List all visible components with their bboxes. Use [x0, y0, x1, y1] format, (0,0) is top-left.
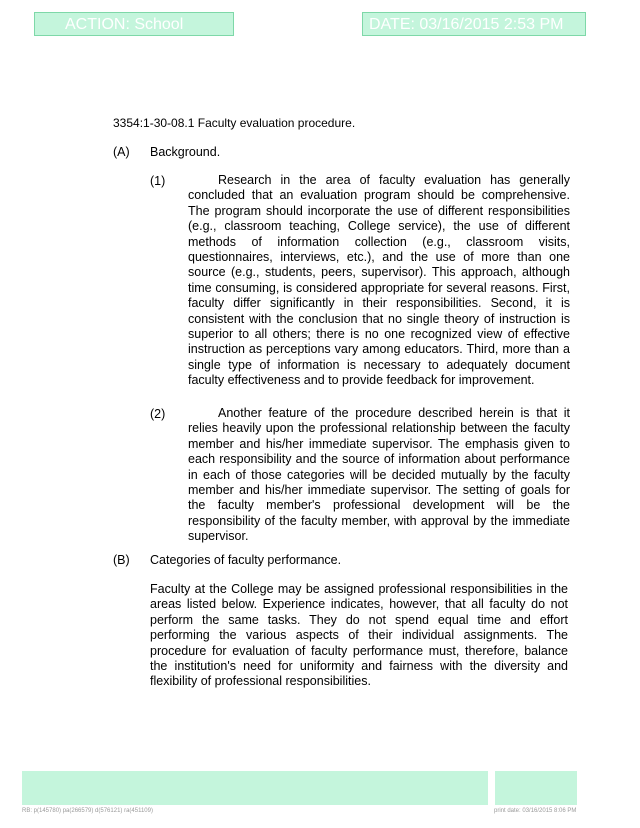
- action-stamp: ACTION: School: [34, 12, 234, 36]
- footer-stamp-left: [22, 771, 488, 805]
- item-1-label: (1): [150, 174, 166, 188]
- date-stamp: DATE: 03/16/2015 2:53 PM: [362, 12, 586, 36]
- item-2-label: (2): [150, 407, 166, 421]
- item-1-text: Research in the area of faculty evaluation has generally concluded that an evaluation program should be comprehensive. The program should incorporate the use of different responsibilities (e.g., classroom teaching, College service), the use of different methods of information collection (e.g., classroom visits, questionnaires, interviews, etc.), and the use of more than one source (e.g., students, peers, supervisor). This approach, although time consuming, is considered appropriate for several reasons. First, faculty differ significantly in their responsibilities. Second, it is consistent with the conclusion that no single theory of instruction is superior to all others; there is no one recognized view of effective instruction as perceptions vary among educators. Third, more than a single type of information is necessary to adequately document faculty effectiveness and to provide feedback for improvement.: [188, 173, 570, 388]
- section-a-title: Background.: [150, 145, 221, 159]
- section-b-title: Categories of faculty performance.: [150, 553, 342, 567]
- section-b-text: Faculty at the College may be assigned professional responsibilities in the areas listed below. Experience indicates, however, that all faculty do not perform the same tasks. They do not spend equal time and effort performing the various aspects of their individual assignments. The procedure for evaluation of faculty performance must, therefore, balance the institution's need for uniformity and fairness with the diversity and flexibility of professional responsibilities.: [150, 582, 568, 689]
- footer-ids: RB: p(145780) pa(266579) d(576121) ra(451109): [22, 808, 153, 814]
- rule-heading: 3354:1-30-08.1 Faculty evaluation procedure.: [113, 116, 356, 130]
- section-a-label: (A): [113, 145, 130, 159]
- item-2-text: Another feature of the procedure described herein is that it relies heavily upon the professional relationship between the faculty member and his/her immediate supervisor. The emphasis given to each responsibility and the source of information about performance in each of those categories will be decided mutually by the faculty member and his/her immediate supervisor. The setting of goals for the faculty member's professional development will be the responsibility of the faculty member, with approval by the immediate supervisor.: [188, 406, 570, 544]
- section-b-label: (B): [113, 553, 130, 567]
- footer-stamp-right: [495, 771, 577, 805]
- footer-print-date: print date: 03/16/2015 8:06 PM: [494, 808, 577, 814]
